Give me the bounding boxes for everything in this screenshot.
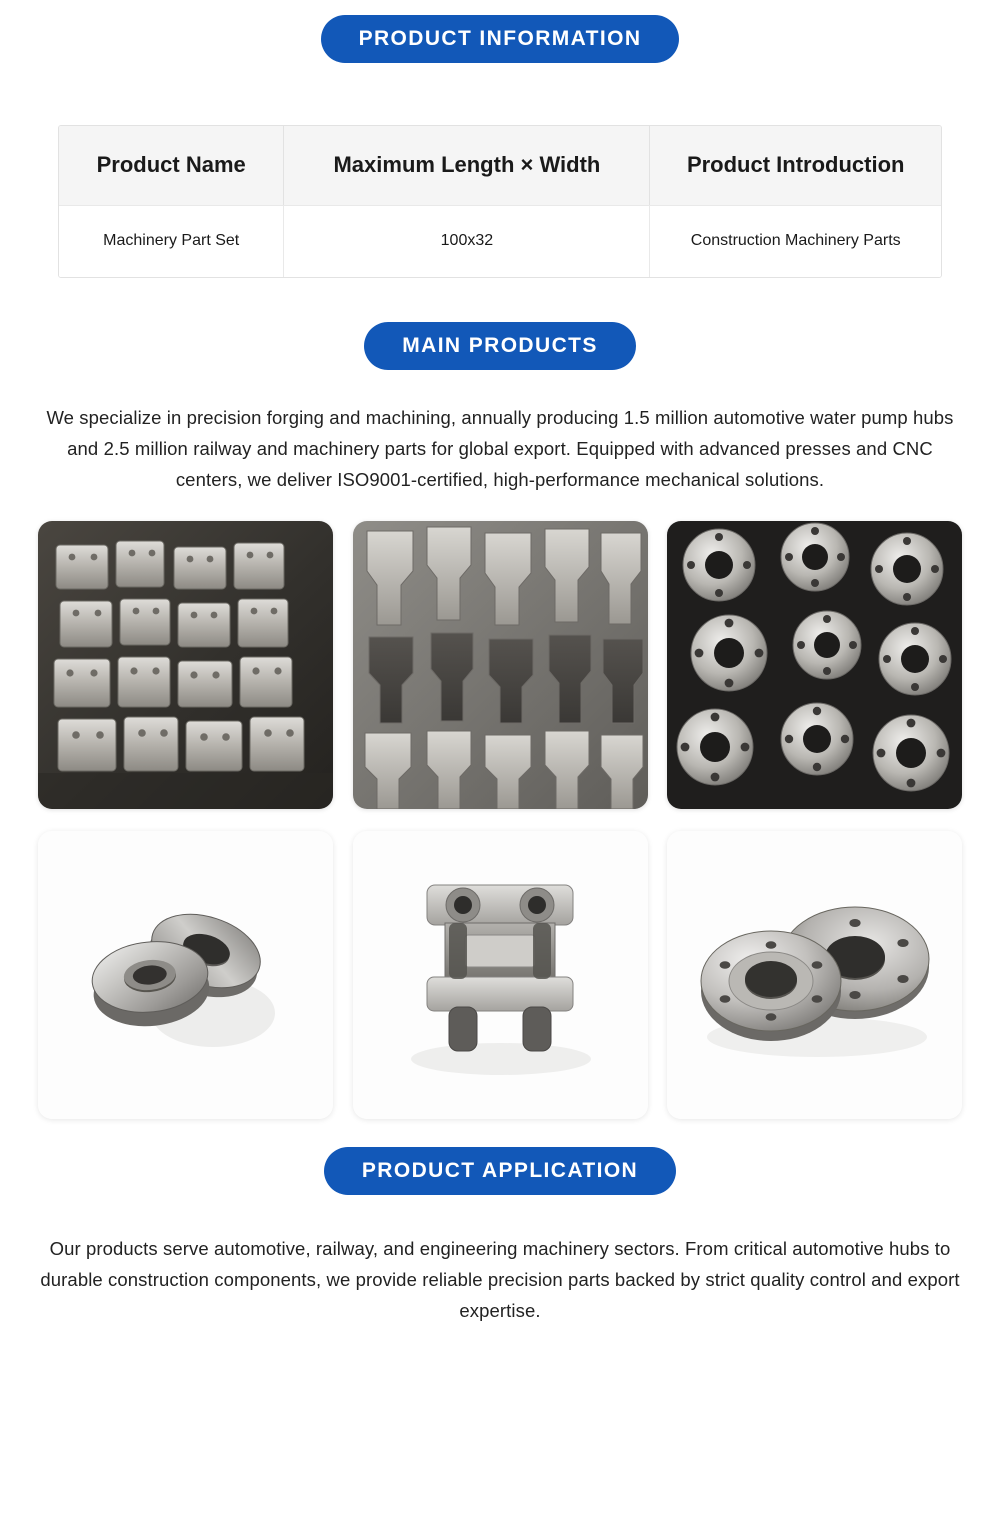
forged-brackets-illustration — [38, 521, 333, 809]
main-products-paragraph: We specialize in precision forging and machining, annually producing 1.5 million automotive water pump hubs and 2.5 million railway and machinery parts for global export. Equipped with advanced presses and CNC centers, we deliver ISO9001-certified, high-performance mechanical solutions. — [46, 407, 954, 491]
product-image-wheel-hubs[interactable] — [667, 521, 962, 809]
cell-product-name: Machinery Part Set — [59, 206, 284, 278]
table-header-product-name: Product Name — [59, 126, 284, 206]
product-information-heading-wrap — [0, 0, 1000, 63]
table-row — [59, 206, 941, 278]
product-image-forged-blanks[interactable] — [353, 521, 648, 809]
product-gallery-row-2 — [38, 831, 962, 1119]
steel-flanges-illustration — [667, 831, 962, 1119]
table-header-row — [59, 126, 941, 206]
forged-blanks-illustration — [353, 521, 648, 809]
section-heading-product-application: PRODUCT APPLICATION — [324, 1147, 676, 1195]
product-image-ring-spacers[interactable] — [38, 831, 333, 1119]
product-image-forged-brackets[interactable] — [38, 521, 333, 809]
cell-max-length-width: 100x32 — [284, 206, 650, 278]
ring-spacers-illustration — [38, 831, 333, 1119]
cell-product-introduction: Construction Machinery Parts — [650, 206, 941, 278]
product-image-steel-flanges[interactable] — [667, 831, 962, 1119]
product-application-heading-wrap — [0, 1119, 1000, 1195]
product-image-link-block[interactable] — [353, 831, 648, 1119]
link-block-illustration — [353, 831, 648, 1119]
main-products-heading-wrap — [0, 278, 1000, 370]
product-spec-table-wrap — [58, 125, 942, 278]
section-heading-main-products: MAIN PRODUCTS — [364, 322, 636, 370]
product-application-paragraph: Our products serve automotive, railway, and engineering machinery sectors. From critical automotive hubs to durable construction components, we provide reliable precision parts backed by strict quality control and export expertise. — [40, 1238, 960, 1322]
product-spec-table — [59, 126, 941, 277]
wheel-hubs-illustration — [667, 521, 962, 809]
table-header-max-length-width: Maximum Length × Width — [284, 126, 650, 206]
table-header-product-introduction: Product Introduction — [650, 126, 941, 206]
product-gallery-row-1 — [38, 521, 962, 809]
section-heading-product-information: PRODUCT INFORMATION — [321, 15, 680, 63]
